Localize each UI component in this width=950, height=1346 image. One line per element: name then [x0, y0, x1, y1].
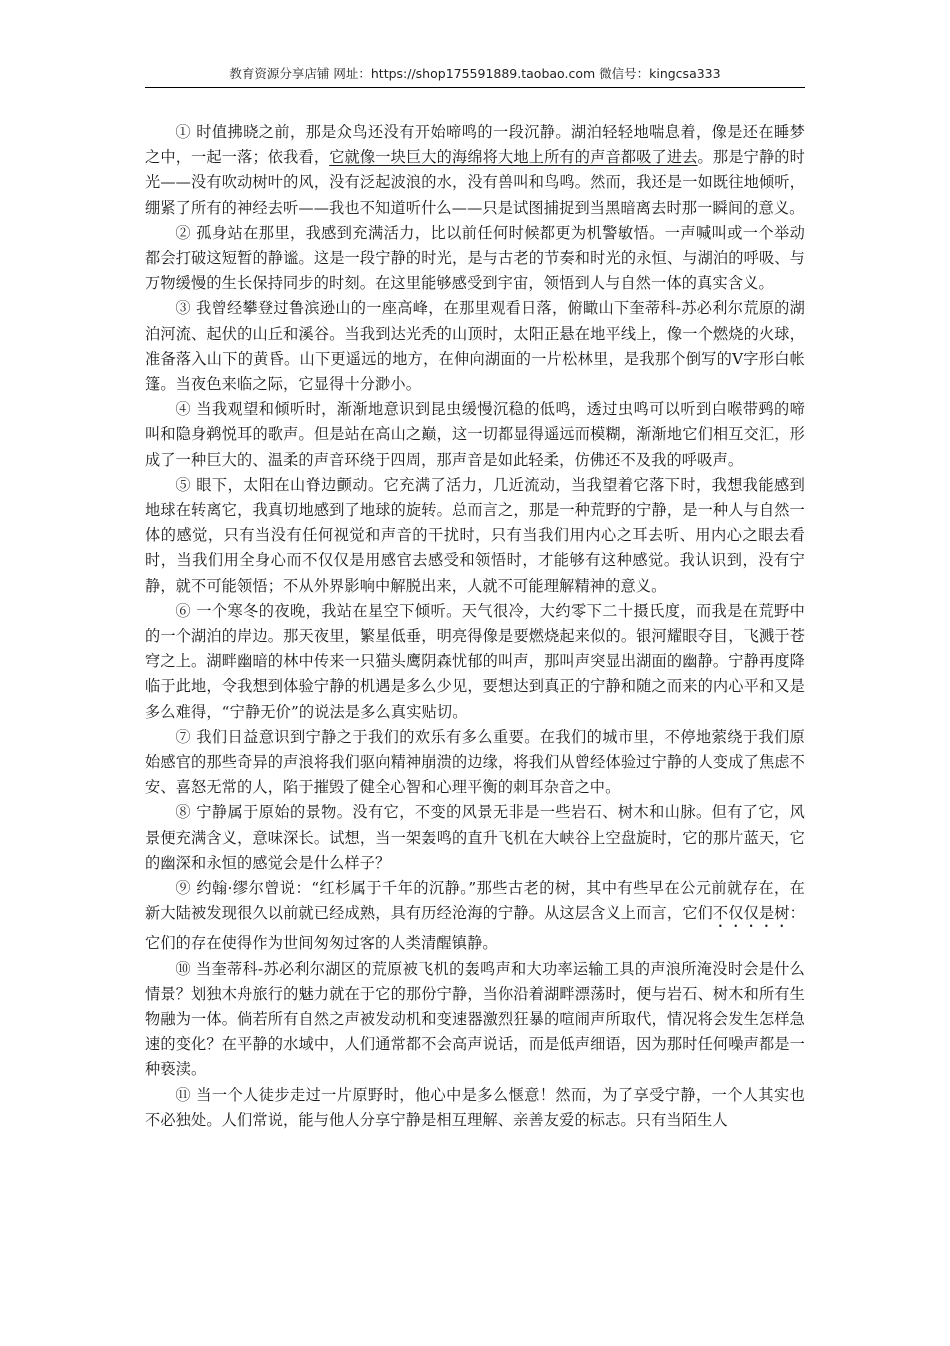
header-text: 教育资源分享店铺 网址：https://shop175591889.taobao.com 微信号：kingcsa333 — [229, 66, 721, 81]
underlined-sentence: 它就像一块巨大的海绵将大地上所有的声音都吸了进去 — [329, 148, 698, 167]
paragraph-4: ④ 当我观望和倾听时，渐渐地意识到昆虫缓慢沉稳的低鸣，透过虫鸣可以听到白喉带鹀的啼叫和隐身鹈悦耳的歌声。但是站在高山之巅，这一切都显得遥远而模糊，渐渐地它们相互交汇，形成了一种巨大的、温柔的声音环绕于四周，那声音是如此轻柔，仿佛还不及我的呼吸声。 — [145, 400, 805, 469]
paragraph-9: ⑨ 约翰·缪尔曾说：“红杉属于千年的沉静。”那些古老的树，其中有些早在公元前就存在，在新大陆被发现很久以前就已经成熟，具有历经沧海的宁静。从这层含义上而言，它们不仅仅是树：它们的存在使得作为世间匆匆过客的人类清醒镇静。 — [145, 879, 805, 953]
paragraph-5: ⑤ 眼下，太阳在山脊边颤动。它充满了活力，几近流动，当我望着它落下时，我想我能感到地球在转离它，我真切地感到了地球的旋转。总而言之，那是一种荒野的宁静，是一种人与自然一体的感觉，只有当没有任何视觉和声音的干扰时，只有当我们用内心之耳去听、用内心之眼去看时，当我们用全身心而不仅仅是用感官去感受和领悟时，才能够有这种感觉。我认识到，没有宁静，就不可能领悟；不从外界影响中解脱出来，人就不可能理解精神的意义。 — [145, 475, 805, 595]
header-divider — [145, 87, 805, 88]
paragraph-11: ⑪ 当一个人徒步走过一片原野时，他心中是多么惬意！然而，为了享受宁静，一个人其实也不必独处。人们常说，能与他人分享宁静是相互理解、亲善友爱的标志。只有当陌生人 — [145, 1085, 805, 1129]
paragraph-6: ⑥ 一个寒冬的夜晚，我站在星空下倾听。天气很冷，大约零下二十摄氏度，而我是在荒野中的一个湖泊的岸边。那天夜里，繁星低垂，明亮得像是要燃烧起来似的。银河耀眼夺目，飞溅于苍穹之上。湖畔幽暗的林中传来一只猫头鹰阴森忧郁的叫声，那叫声突显出湖面的幽静。宁静再度降临于此地，令我想到体验宁静的机遇是多么少见，要想达到真正的宁静和随之而来的内心平和又是多么难得，“宁静无价”的说法是多么真实贴切。 — [145, 601, 805, 721]
paragraph-3: ③ 我曾经攀登过鲁滨逊山的一座高峰，在那里观看日落，俯瞰山下奎蒂科-苏必利尔荒原的湖泊河流、起伏的山丘和溪谷。当我到达光秃的山顶时，太阳正悬在地平线上，像一个燃烧的火球，准备落入山下的黄昏。山下更遥远的地方，在伸向湖面的一片松林里，是我那个倒写的V字形白帐篷。当夜色来临之际，它显得十分渺小。 — [145, 299, 805, 394]
paragraph-7: ⑦ 我们日益意识到宁静之于我们的欢乐有多么重要。在我们的城市里，不停地萦绕于我们原始感官的那些奇异的声浪将我们驱向精神崩溃的边缘，将我们从曾经体验过宁静的人变成了焦虑不安、喜怒无常的人，陷于摧毁了健全心智和心理平衡的刺耳杂音之中。 — [145, 727, 805, 797]
emphasis-dotted-phrase: 不仅仅是树 — [712, 904, 790, 923]
paragraph-8: ⑧ 宁静属于原始的景物。没有它，不变的风景无非是一些岩石、树木和山脉。但有了它，风景便充满含义，意味深长。试想，当一架轰鸣的直升飞机在大峡谷上空盘旋时，它的那片蓝天，它的幽深和永恒的感觉会是什么样子？ — [145, 803, 805, 872]
paragraph-2: ② 孤身站在那里，我感到充满活力，比以前任何时候都更为机警敏悟。一声喊叫或一个举动都会打破这短暂的静谧。这是一段宁静的时光，是与古老的节奏和时光的永恒、与湖泊的呼吸、与万物缓慢的生长保持同步的时刻。在这里能够感受到宇宙，领悟到人与自然一体的真实含义。 — [145, 223, 805, 293]
page-header — [145, 64, 805, 86]
paragraph-10: ⑩ 当奎蒂科-苏必利尔湖区的荒原被飞机的轰鸣声和大功率运输工具的声浪所淹没时会是什么情景？划独木舟旅行的魅力就在于它的那份宁静，当你沿着湖畔漂荡时，便与岩石、树木和所有生物融为一体。倘若所有自然之声被发动机和变速器激烈狂暴的喧闹声所取代，情况将会发生怎样急速的变化？在平静的水域中，人们通常都不会高声说话，而是低声细语，因为那时任何噪声都是一种亵渎。 — [145, 959, 805, 1079]
article-body — [145, 120, 805, 1133]
paragraph-1: ① 时值拂晓之前，那是众鸟还没有开始啼鸣的一段沉静。湖泊轻轻地喘息着，像是还在睡梦之中，一起一落；依我看，它就像一块巨大的海绵将大地上所有的声音都吸了进去。那是宁静的时光——没有吹动树叶的风，没有泛起波浪的水，没有兽叫和鸟鸣。然而，我还是一如既往地倾听，绷紧了所有的神经去听——我也不知道听什么——只是试图捕捉到当黑暗离去时那一瞬间的意义。 — [145, 123, 805, 217]
